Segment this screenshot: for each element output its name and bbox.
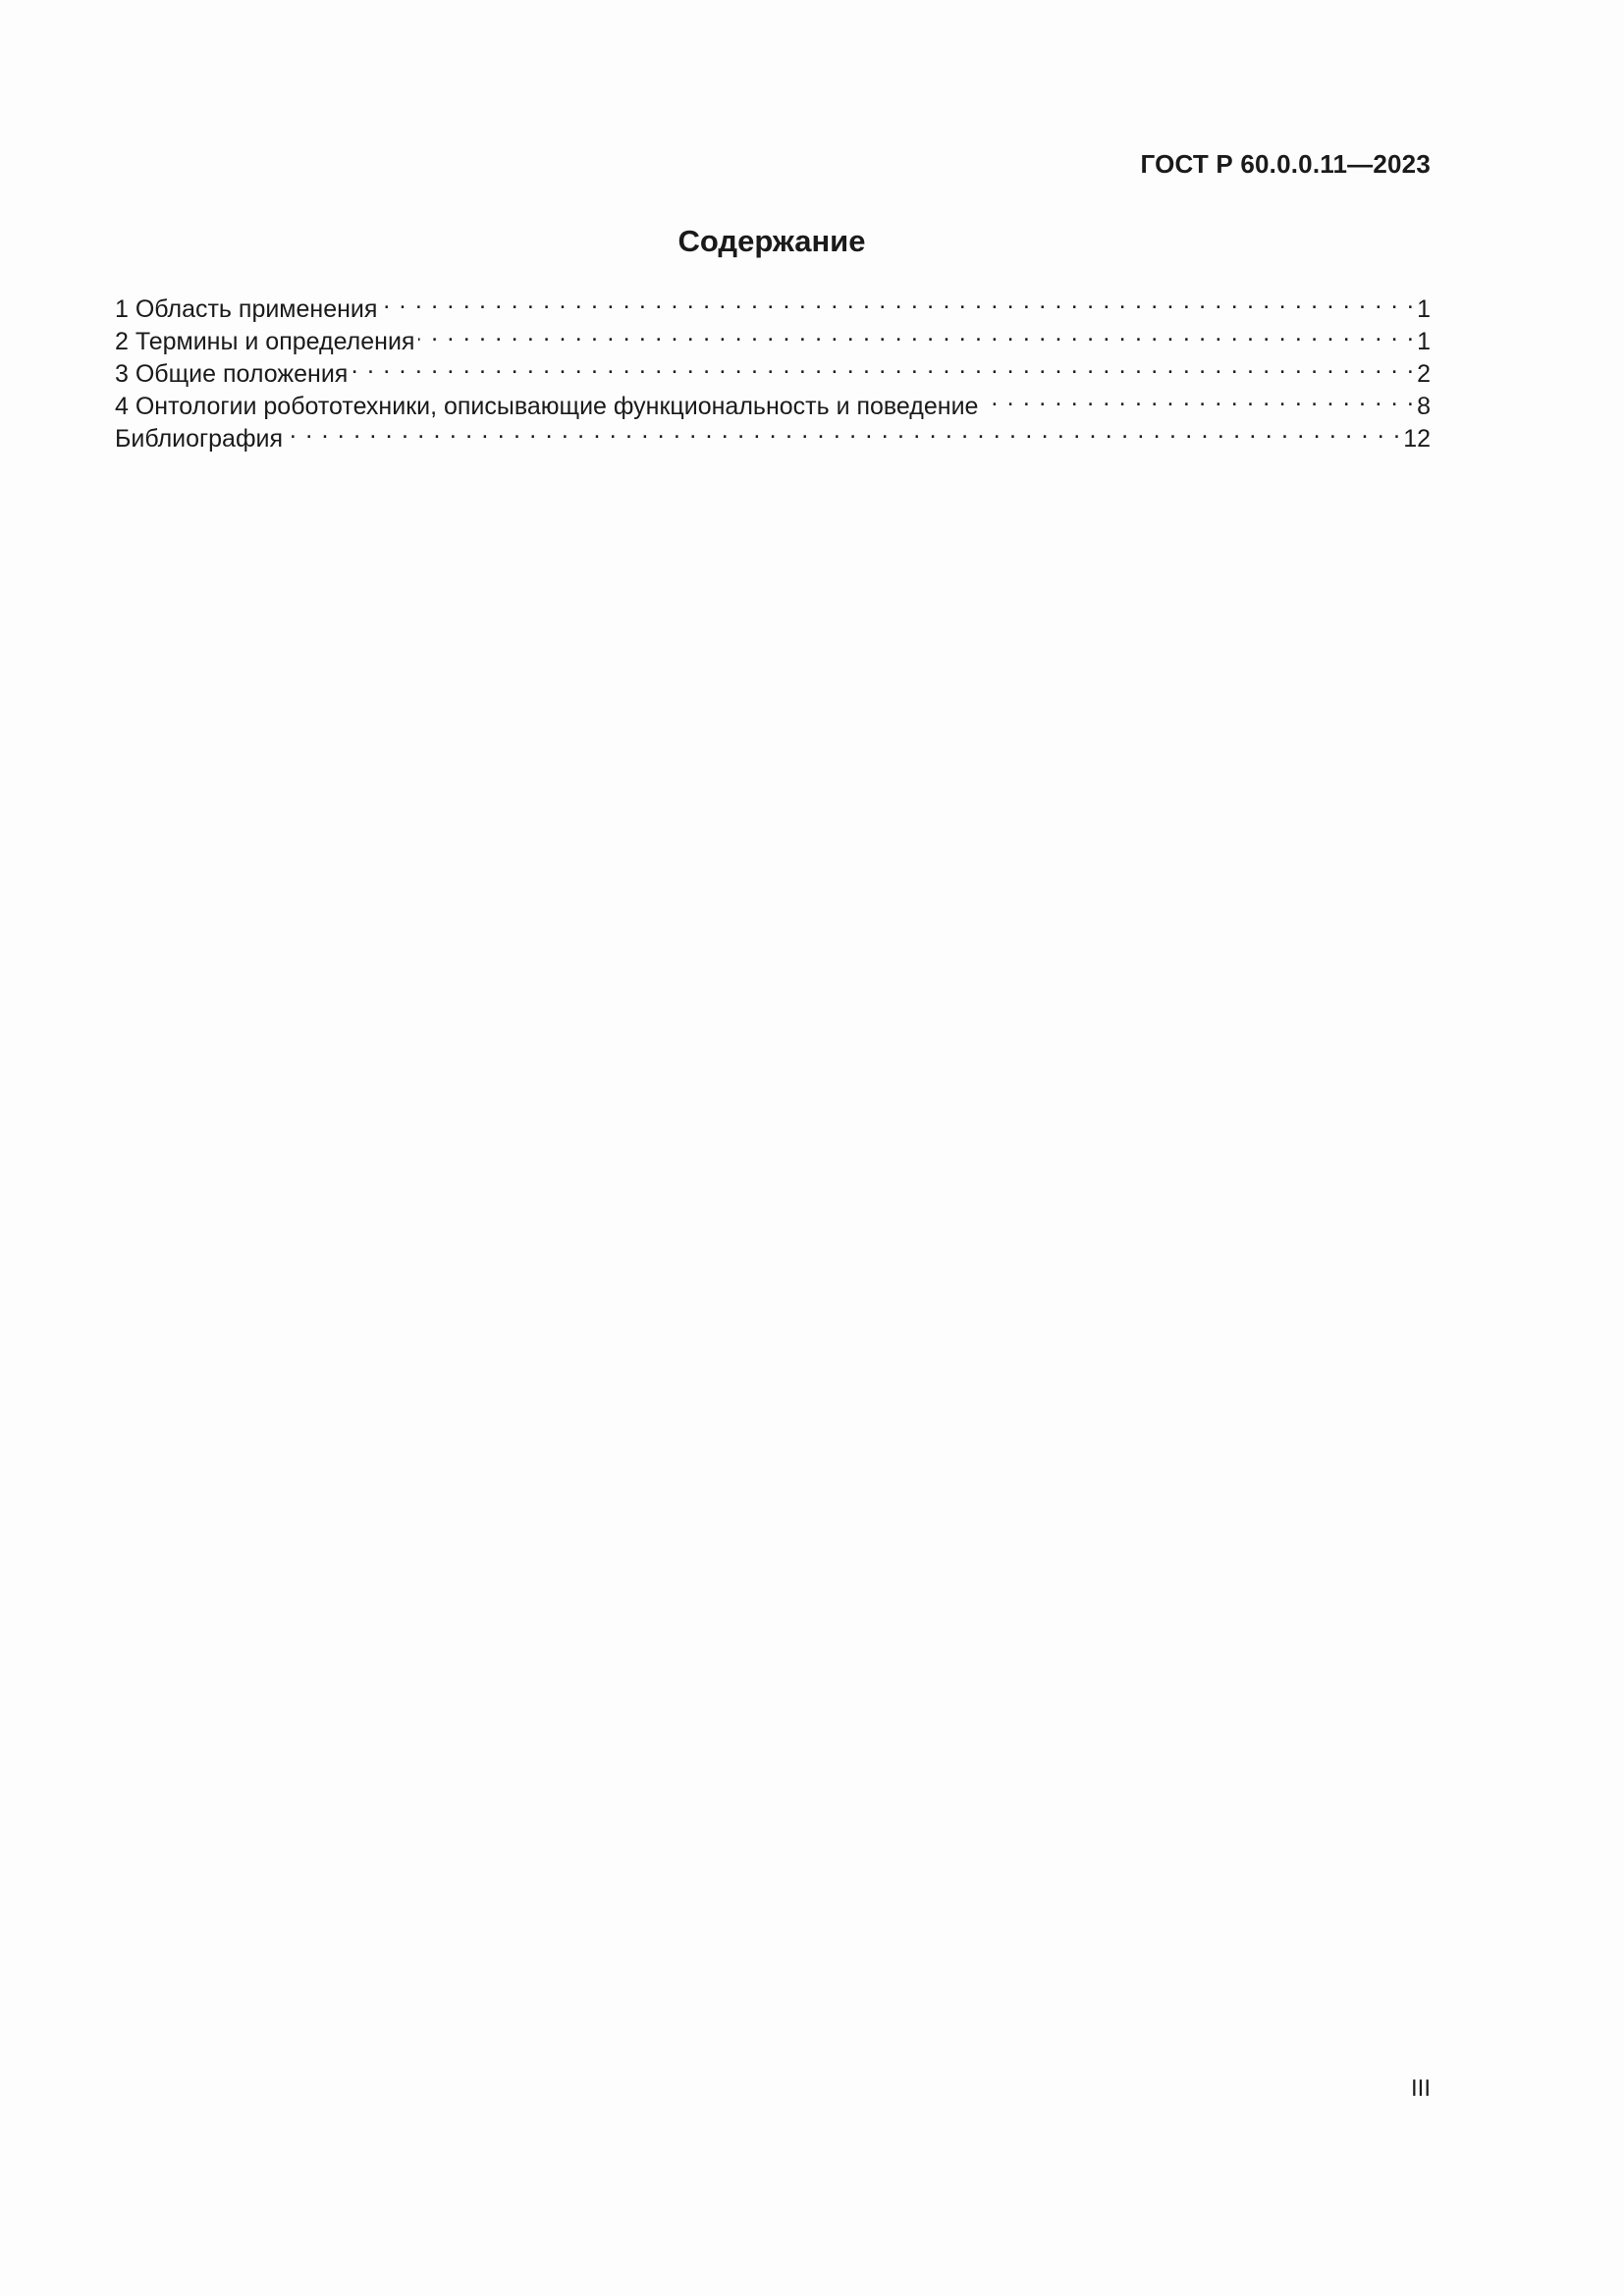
toc-entry-label: 4 Онтологии робототехники, описывающие функциональность и поведение: [115, 393, 979, 420]
toc-entry-label: Библиография: [115, 425, 284, 453]
toc-title: Содержание: [677, 224, 866, 258]
toc-entry-page: 8: [1417, 393, 1431, 420]
toc-dot-leader: [381, 285, 1415, 317]
toc-dot-leader: [982, 382, 1415, 414]
document-code: ГОСТ Р 60.0.0.11—2023: [1140, 149, 1431, 179]
page-number: III: [1410, 2075, 1431, 2102]
toc-entry-page: 1: [1417, 295, 1431, 323]
toc-entry-bibliography[interactable]: [115, 414, 1431, 453]
toc-entry-label: 3 Общие положения: [115, 360, 349, 388]
toc-entry-scope[interactable]: [115, 285, 1431, 323]
toc-entry-label: 1 Область применения: [115, 295, 378, 323]
toc-entry-label: 2 Термины и определения: [115, 328, 415, 355]
toc-entry-page: 12: [1403, 425, 1431, 453]
toc-dot-leader: [352, 349, 1415, 382]
toc-dot-leader: [418, 317, 1415, 349]
toc-entry-page: 2: [1417, 360, 1431, 388]
toc-entry-page: 1: [1417, 328, 1431, 355]
table-of-contents: [115, 285, 1431, 453]
toc-dot-leader: [287, 414, 1401, 447]
